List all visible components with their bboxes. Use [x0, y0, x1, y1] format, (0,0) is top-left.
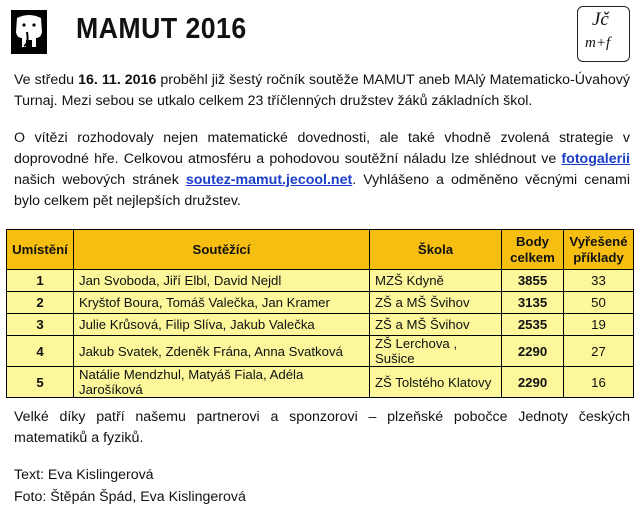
jcmf-logo-bottom: m+f [585, 35, 611, 51]
rank-cell: 1 [7, 270, 74, 292]
thanks-paragraph: Velké díky patří našemu partnerovi a sponzorovi – plzeňské pobočce Jednoty českých matematiků a fyziků. [14, 409, 630, 446]
table-row [7, 292, 634, 314]
page-title: MAMUT 2016 [76, 13, 247, 45]
table-row [7, 314, 634, 336]
contestants-cell: Julie Krůsová, Filip Slíva, Jakub Valečka [74, 314, 370, 336]
rank-cell: 2 [7, 292, 74, 314]
mamut-logo [11, 10, 47, 54]
rank-cell: 5 [7, 367, 74, 398]
intro-text: O vítězi rozhodovaly nejen matematické dovednosti, ale také vhodně zvolená strategie v doprovodné hře. Celkovou atmosféru a pohodovou soutěžní náladu lze shlédnout ve [14, 130, 630, 167]
school-cell: MZŠ Kdyně [370, 270, 502, 292]
school-cell: ZŠ a MŠ Švihov [370, 292, 502, 314]
mammoth-icon [14, 14, 44, 50]
table-header-row [7, 230, 634, 270]
column-header-rank: Umístění [7, 230, 74, 270]
points-cell: 2535 [502, 314, 564, 336]
points-cell: 3855 [502, 270, 564, 292]
points-cell: 2290 [502, 336, 564, 367]
photo-gallery-link[interactable]: fotogalerii [561, 151, 630, 167]
contestants-cell: Jan Svoboda, Jiří Elbl, David Nejdl [74, 270, 370, 292]
intro-text: našich webových stránek [14, 172, 186, 188]
column-header-contestants: Soutěžící [74, 230, 370, 270]
intro-text: proběhl již šestý ročník soutěže MAMUT aneb MAlý Matematicko-Úvahový Turnaj. Mezi sebou se utkalo celkem 23 tříčlenných družstev žáků základních škol. [14, 72, 630, 109]
text-credit: Text: Eva Kislingerová [14, 467, 154, 483]
solved-cell: 33 [564, 270, 634, 292]
column-header-points: Body celkem [502, 230, 564, 270]
column-header-school: Škola [370, 230, 502, 270]
intro-text: . Vyhlášeno a odměněno věcnými cenami bylo celkem pět nejlepších družstev. [14, 172, 630, 209]
school-cell: ZŠ Lerchova , Sušice [370, 336, 502, 367]
solved-cell: 19 [564, 314, 634, 336]
solved-cell: 16 [564, 367, 634, 398]
table-row [7, 367, 634, 398]
school-cell: ZŠ a MŠ Švihov [370, 314, 502, 336]
intro-text: Ve středu [14, 72, 79, 88]
table-row [7, 270, 634, 292]
solved-cell: 27 [564, 336, 634, 367]
jcmf-logo-top: Jč [592, 9, 609, 30]
school-cell: ZŠ Tolstého Klatovy [370, 367, 502, 398]
intro-paragraph-1 [14, 70, 630, 112]
contestants-cell: Jakub Svatek, Zdeněk Frána, Anna Svatková [74, 336, 370, 367]
column-header-solved: Vyřešené příklady [564, 230, 634, 270]
photo-credit: Foto: Štěpán Špád, Eva Kislingerová [14, 489, 246, 505]
contestants-cell: Kryštof Boura, Tomáš Valečka, Jan Kramer [74, 292, 370, 314]
solved-cell: 50 [564, 292, 634, 314]
intro-paragraph-2 [14, 128, 630, 212]
page-header [0, 0, 640, 70]
contestants-cell: Natálie Mendzhul, Matyáš Fiala, Adéla Jarošíková [74, 367, 370, 398]
rank-cell: 4 [7, 336, 74, 367]
rank-cell: 3 [7, 314, 74, 336]
website-link[interactable]: soutez-mamut.jecool.net [185, 172, 353, 188]
table-row [7, 336, 634, 367]
points-cell: 2290 [502, 367, 564, 398]
event-date: 16. 11. 2016 [78, 72, 157, 88]
points-cell: 3135 [502, 292, 564, 314]
jcmf-logo [577, 6, 630, 62]
results-table [6, 229, 634, 398]
